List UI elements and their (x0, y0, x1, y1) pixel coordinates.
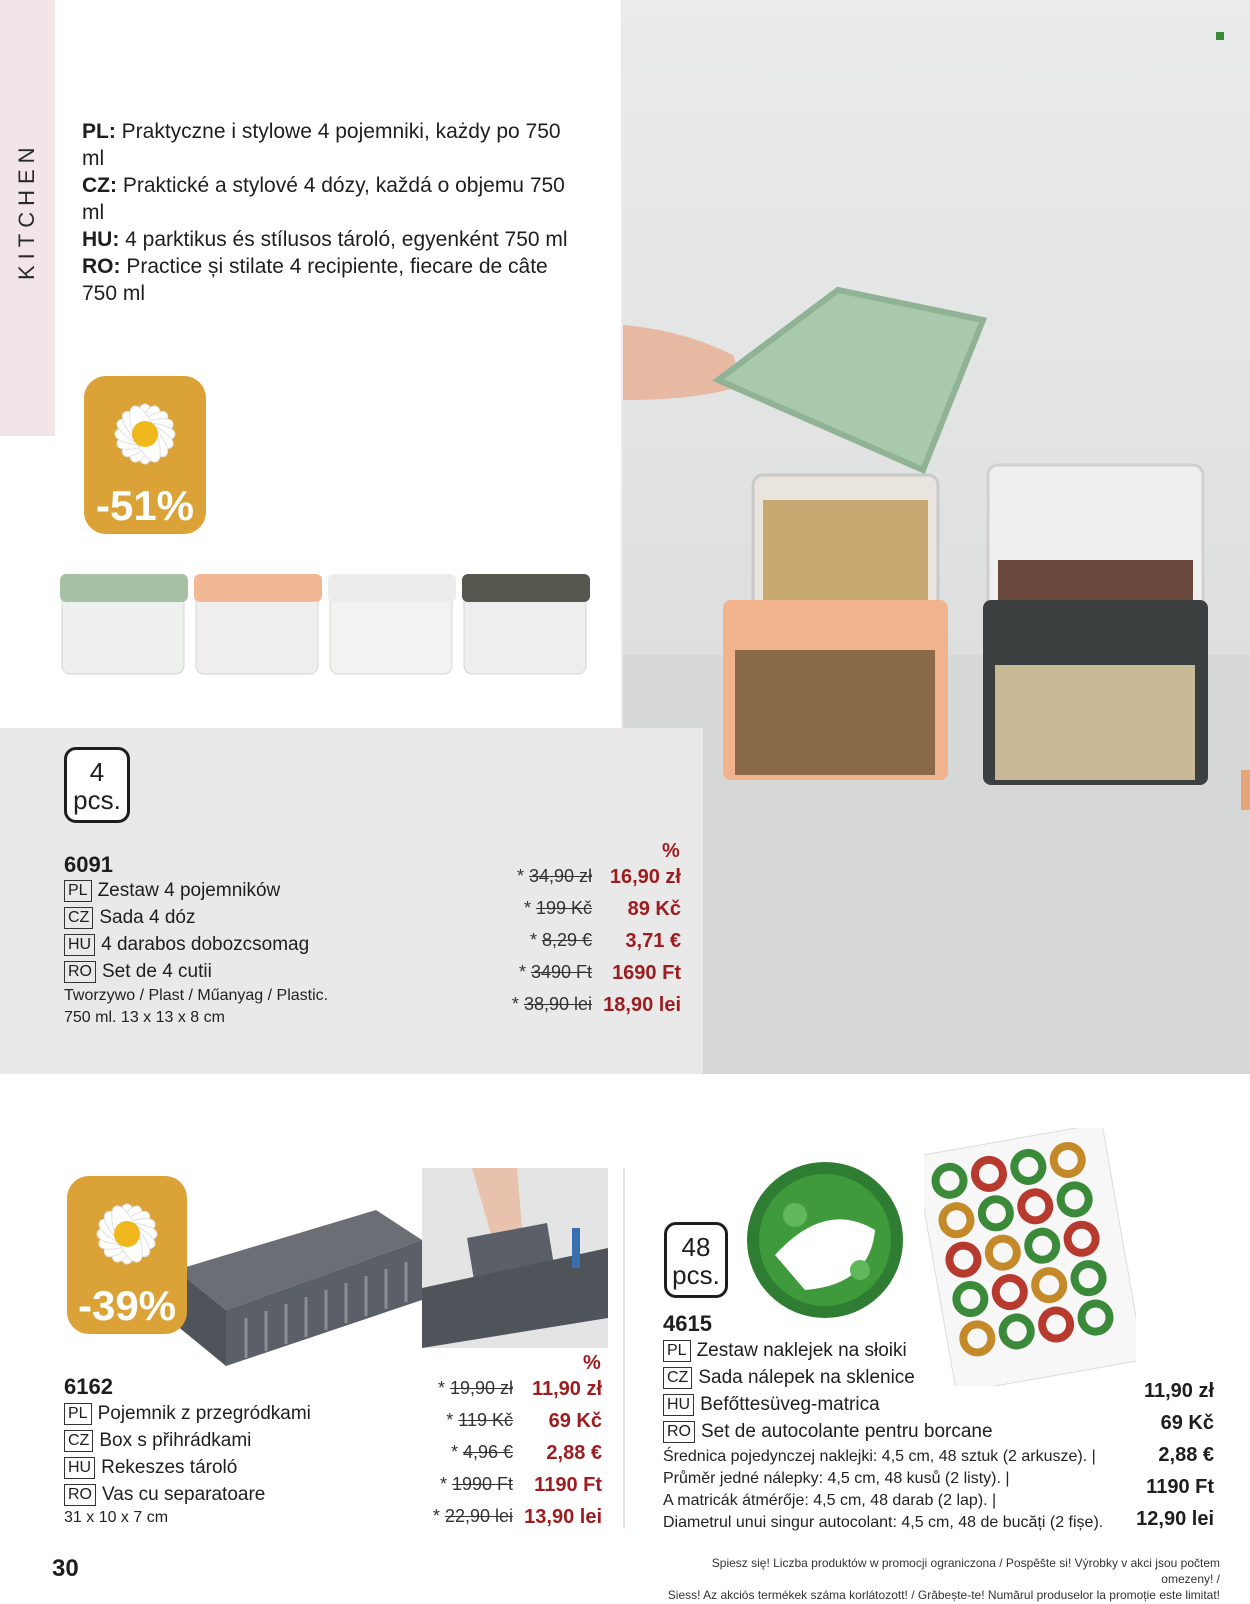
intro-ro: RO: Practice și stilate 4 recipiente, fiecare de câte 750 ml (82, 255, 548, 305)
hero-photo (623, 0, 1250, 1074)
product1-old-price-czk: * 199 Kč (523, 898, 592, 918)
product2-new-price-huf: 1190 Ft (534, 1474, 602, 1496)
daisy-icon (84, 376, 206, 486)
product2-old-price-czk: * 119 Kč (446, 1410, 513, 1430)
product2-old-price-ron: * 22,90 lei (432, 1506, 513, 1526)
product3-spec-hu: A matricák átmérője: 4,5 cm, 48 darab (2 lap). | (663, 1492, 997, 1509)
organiser-illustration (166, 1200, 422, 1366)
product2-old-price-huf: * 1990 Ft (439, 1474, 513, 1494)
product3-price-czk: 69 Kč (1160, 1412, 1214, 1434)
product1-new-price-ron: 18,90 lei (603, 994, 681, 1016)
intro-description (82, 118, 582, 307)
product3-name-pl: PL Zestaw naklejek na słoiki (663, 1340, 907, 1362)
label-sample-illustration (745, 1160, 905, 1320)
hero-photo-illustration (623, 0, 1250, 1074)
discount-badge-product1 (84, 376, 206, 534)
product2-percent-sign: % (583, 1352, 601, 1374)
product3-spec-cz: Průměr jedné nálepky: 4,5 cm, 48 kusů (2 listy). | (663, 1470, 1010, 1487)
product3-name-ro: RO Set de autocolante pentru borcane (663, 1421, 993, 1443)
product2-new-price-ron: 13,90 lei (524, 1506, 602, 1528)
product2-name-ro: RO Vas cu separatoare (64, 1484, 265, 1506)
product1-name-hu: HU 4 darabos dobozcsomag (64, 934, 309, 956)
intro-cz: CZ: Praktické a stylové 4 dózy, každá o objemu 750 ml (82, 174, 565, 224)
label-sheet-illustration (924, 1128, 1136, 1386)
section-label: KITCHEN (14, 141, 39, 280)
product1-new-price-czk: 89 Kč (627, 898, 681, 920)
product2-code: 6162 (64, 1374, 113, 1399)
pcs-number: 48 (681, 1232, 711, 1262)
product2-old-price-eur: * 4,96 € (450, 1442, 513, 1462)
discount-percent: -39% (77, 1282, 177, 1329)
container-set-image (58, 568, 596, 680)
product1-new-price-huf: 1690 Ft (612, 962, 681, 984)
product2-name-hu: HU Rekeszes tároló (64, 1457, 237, 1479)
product2-size: 31 x 10 x 7 cm (64, 1509, 169, 1526)
product1-new-price-pln: 16,90 zł (609, 866, 681, 888)
product3-code: 4615 (663, 1311, 712, 1336)
organiser-detail-image (422, 1168, 608, 1348)
product1-old-price-huf: * 3490 Ft (518, 962, 592, 982)
product2-new-price-czk: 69 Kč (548, 1410, 602, 1432)
daisy-icon (67, 1176, 187, 1286)
product3-spec-pl: Średnica pojedynczej naklejki: 4,5 cm, 48 sztuk (2 arkusze). | (663, 1448, 1096, 1465)
pcs-badge-product3 (664, 1222, 728, 1298)
promo-disclaimer-line2: Siess! Az akciós termékek száma korlátozott! / Grăbește-te! Numărul produselor la promoție este limitat! (667, 1588, 1220, 1602)
product3-name-hu: HU Befőttesüveg-matrica (663, 1394, 880, 1416)
pcs-number: 4 (89, 757, 105, 787)
discount-badge-product2 (67, 1176, 187, 1334)
label-sample-image (745, 1160, 905, 1320)
pcs-unit: pcs. (73, 785, 121, 815)
intro-pl: PL: Praktyczne i stylowe 4 pojemniki, każdy po 750 ml (82, 120, 561, 170)
product3-name-cz: CZ Sada nálepek na sklenice (663, 1367, 915, 1389)
product1-name-pl: PL Zestaw 4 pojemników (64, 880, 280, 902)
product1-percent-sign: % (662, 840, 680, 862)
product1-material: Tworzywo / Plast / Műanyag / Plastic. (64, 987, 329, 1004)
product2-name-pl: PL Pojemnik z przegródkami (64, 1403, 311, 1425)
product3-price-ron: 12,90 lei (1136, 1508, 1214, 1530)
product2-new-price-eur: 2,88 € (546, 1442, 602, 1464)
product3-price-pln: 11,90 zł (1143, 1380, 1214, 1402)
discount-percent: -51% (95, 482, 195, 529)
product2-new-price-pln: 11,90 zł (531, 1378, 602, 1400)
product1-old-price-ron: * 38,90 lei (511, 994, 592, 1014)
product1-size: 750 ml. 13 x 13 x 8 cm (64, 1009, 225, 1026)
product1-old-price-pln: * 34,90 zł (516, 866, 592, 886)
containers-illustration (58, 568, 596, 680)
promo-disclaimer-line1: Spiesz się! Liczba produktów w promocji ograniczona / Pospěšte si! Výrobky v akci jsou počtem omezeny! / (711, 1556, 1220, 1586)
product1-name-cz: CZ Sada 4 dóz (64, 907, 195, 929)
promo-disclaimer (660, 1555, 1220, 1603)
organiser-detail-illustration (422, 1168, 608, 1348)
pcs-unit: pcs. (672, 1260, 720, 1290)
label-sheet-image (924, 1128, 1136, 1386)
page-number: 30 (52, 1555, 79, 1582)
product3-price-eur: 2,88 € (1158, 1444, 1214, 1466)
pcs-badge-product1 (64, 747, 130, 823)
organiser-box-image (166, 1200, 422, 1366)
product2-name-cz: CZ Box s přihrádkami (64, 1430, 251, 1452)
column-divider (623, 1168, 625, 1528)
product3-spec-ro: Diametrul unui singur autocolant: 4,5 cm, 48 de bucăți (2 fișe). (663, 1514, 1104, 1531)
product2-old-price-pln: * 19,90 zł (437, 1378, 513, 1398)
product1-name-ro: RO Set de 4 cutii (64, 961, 212, 983)
product1-new-price-eur: 3,71 € (625, 930, 681, 952)
product1-old-price-eur: * 8,29 € (529, 930, 592, 950)
product3-price-huf: 1190 Ft (1146, 1476, 1214, 1498)
product1-code: 6091 (64, 852, 113, 877)
intro-hu: HU: 4 parktikus és stílusos tároló, egyenként 750 ml (82, 228, 568, 251)
